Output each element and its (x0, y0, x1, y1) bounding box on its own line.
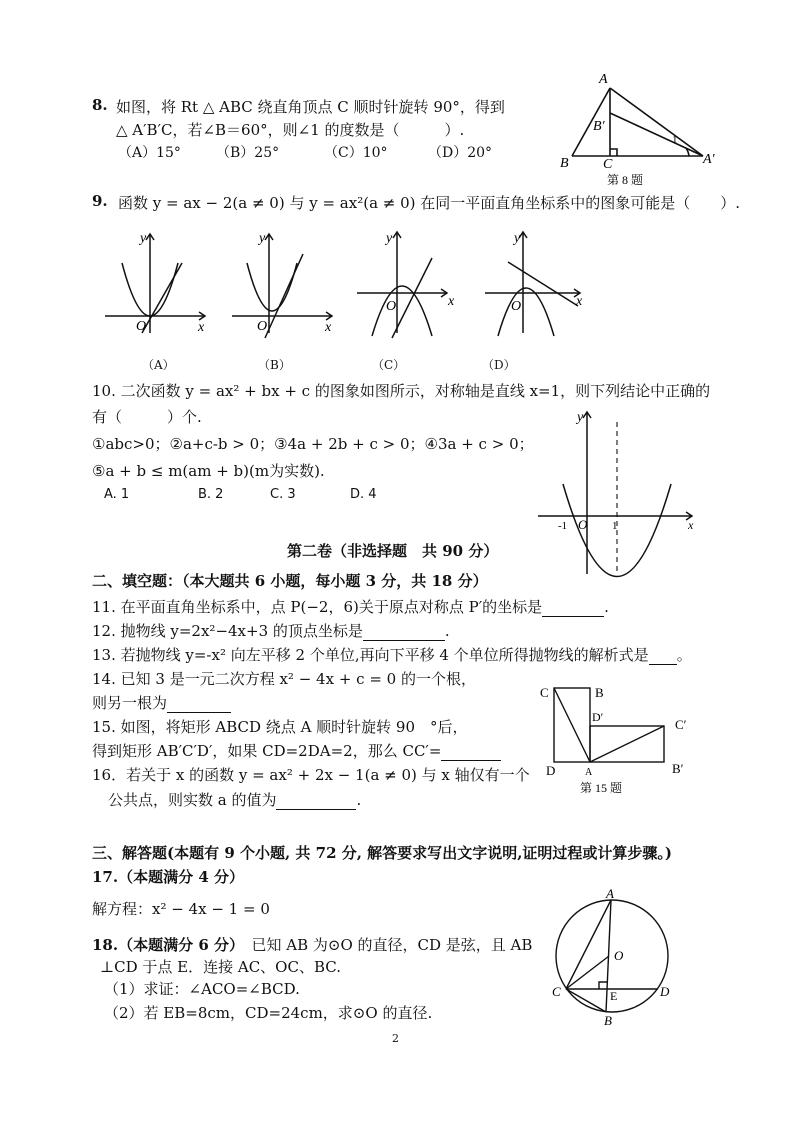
q15-line1: 15. 如图，将矩形 ABCD 绕点 A 顺时针旋转 90 °后， (92, 718, 468, 736)
q8-number: 8. (92, 96, 108, 114)
q8-text-line2: △ A′B′C，若∠B＝60°，则∠1 的度数是（ ）. (116, 121, 465, 139)
q12-row: 12. 抛物线 y=2x²−4x+3 的顶点坐标是 . (92, 622, 450, 640)
q16-line2: 公共点，则实数 a 的值为 (108, 791, 277, 809)
q10-neg1-label: -1 (558, 520, 568, 532)
q15-label-b: B (595, 685, 604, 700)
q9d-x-label: x (576, 294, 583, 309)
q18-row1 (92, 934, 532, 955)
q8-option-c: （C）10° (324, 145, 388, 161)
section2-heading: 二、填空题：（本大题共 6 小题，每小题 3 分，共 18 分） (92, 572, 488, 590)
q8-label-angle1: 1 (672, 134, 678, 146)
q15-row2 (92, 740, 501, 761)
q11-row: 11. 在平面直角坐标系中，点 P(−2，6)关于原点对称点 P′的坐标是 . (92, 598, 609, 616)
part2-title: 第二卷（非选择题 共 90 分） (287, 542, 499, 560)
q8-label-aprime: A′ (703, 152, 715, 167)
q18-line1: 已知 AB 为⊙O 的直径，CD 是弦，且 AB (251, 936, 533, 954)
q15-label-dprime: D′ (592, 710, 604, 724)
q9c-origin: O (386, 299, 397, 314)
q9-graph-a (100, 228, 215, 338)
q12-text: 12. 抛物线 y=2x²−4x+3 的顶点坐标是 (92, 622, 363, 640)
q18-circle-figure (548, 888, 698, 1028)
q18-sub2: （2）若 EB=8cm，CD=24cm，求⊙O 的直径. (104, 1004, 433, 1022)
q11-answer-blank[interactable] (542, 601, 604, 617)
q15-label-cprime: C′ (675, 717, 687, 732)
q8-triangle-figure (555, 70, 725, 190)
q15-answer-blank[interactable] (441, 745, 501, 761)
q9-graph-c (352, 228, 467, 338)
q10-option-d: D. 4 (350, 487, 377, 502)
q8-option-b: （B）25° (216, 145, 280, 161)
q9-label-a: （A） (142, 358, 175, 372)
q10-option-c: C. 3 (270, 487, 296, 502)
q10-origin: O (578, 517, 588, 532)
q9c-x-label: x (448, 294, 455, 309)
q15-label-a: A (585, 767, 593, 778)
q8-caption: 第 8 题 (607, 173, 644, 187)
q9d-y-label: y (514, 231, 521, 246)
page-number: 2 (392, 1032, 399, 1045)
q9b-origin: O (257, 319, 268, 334)
q8-option-a: （A）15° (118, 145, 181, 161)
q17-title: 17.（本题满分 4 分） (92, 868, 244, 886)
q18-label-d: D (660, 984, 670, 999)
q15-label-bprime: B′ (672, 761, 684, 776)
q13-row: 13. 若抛物线 y=-x² 向左平移 2 个单位,再向下平移 4 个单位所得抛物线的解析式是 。 (92, 646, 692, 664)
q14-line1: 14. 已知 3 是一元二次方程 x² − 4x + c = 0 的一个根， (92, 670, 476, 688)
q9a-origin: O (136, 319, 147, 334)
q8-label-a: A (599, 72, 608, 87)
q10-text-line1: 10. 二次函数 y = ax² + bx + c 的图象如图所示，对称轴是直线 x=1，则下列结论中正确的 (92, 382, 711, 400)
q16-row2: 公共点，则实数 a 的值为 . (108, 791, 362, 809)
q13-text: 13. 若抛物线 y=-x² 向左平移 2 个单位,再向下平移 4 个单位所得抛物线的解析式是 (92, 646, 649, 664)
q14-row2 (92, 692, 231, 713)
q15-rectangle-figure (532, 680, 702, 798)
q9-text: 函数 y = ax − 2(a ≠ 0) 与 y = ax²(a ≠ 0) 在同一平面直角坐标系中的图象可能是（ ）. (118, 194, 741, 212)
q18-label-c: C (552, 984, 561, 999)
q10-y-label: y (577, 410, 584, 425)
q18-label-a: A (606, 886, 614, 901)
q11-text: 11. 在平面直角坐标系中，点 P(−2，6)关于原点对称点 P′的坐标是 (92, 598, 543, 616)
q18-sub1: （1）求证：∠ACO=∠BCD. (104, 980, 300, 998)
q9-label-b: （B） (258, 358, 291, 372)
q9-label-d: （D） (482, 358, 516, 372)
q13-answer-blank[interactable] (649, 649, 677, 665)
q12-answer-blank[interactable] (363, 625, 445, 641)
q10-text-line2: 有（ ）个. (92, 408, 202, 426)
q18-label-e: E (610, 989, 618, 1003)
q18-title: 18.（本题满分 6 分） (92, 936, 244, 954)
q9-label-c: （C） (372, 358, 406, 372)
q15-caption: 第 15 题 (580, 781, 623, 795)
q14-answer-blank[interactable] (167, 697, 231, 713)
q9-graph-b (227, 228, 342, 338)
q10-x-label: x (688, 518, 694, 532)
q10-option-b: B. 2 (198, 487, 224, 502)
q10-one-label: 1 (612, 520, 618, 532)
q8-text-line1: 如图，将 Rt △ ABC 绕直角顶点 C 顺时针旋转 90°，得到 (116, 98, 505, 116)
q15-label-d: D (546, 763, 556, 778)
q15-label-c: C (540, 685, 549, 700)
q9a-y-label: y (140, 231, 147, 246)
q10-condition-5: ⑤a + b ≤ m(am + b)(m为实数). (92, 462, 325, 480)
q18-label-b: B (604, 1013, 612, 1028)
q15-line2: 得到矩形 AB′C′D′，如果 CD=2DA=2，那么 CC′= (92, 742, 442, 760)
q9b-y-label: y (259, 231, 266, 246)
q10-parabola-graph (530, 404, 700, 584)
q9c-y-label: y (386, 231, 393, 246)
q9b-x-label: x (325, 320, 332, 335)
q8-label-c: C (603, 157, 613, 172)
q9d-origin: O (511, 299, 522, 314)
q9a-x-label: x (198, 320, 205, 335)
q8-option-d: （D）20° (428, 145, 493, 161)
q10-conditions-1-4: ①abc>0；②a+c-b > 0；③4a + 2b + c > 0；④3a + c > 0； (92, 435, 534, 453)
q8-label-b: B (560, 156, 569, 171)
q9-graph-d (480, 228, 595, 338)
q9-number: 9. (92, 192, 108, 210)
q10-option-a: A. 1 (104, 487, 130, 502)
q17-equation: 解方程：x² − 4x − 1 = 0 (92, 900, 270, 918)
q16-answer-blank[interactable] (276, 794, 356, 810)
q18-line2: ⊥CD 于点 E．连接 AC、OC、BC. (100, 958, 341, 976)
q16-line1: 16．若关于 x 的函数 y = ax² + 2x − 1(a ≠ 0) 与 x 轴仅有一个 (92, 766, 530, 784)
section3-heading: 三、解答题(本题有 9 个小题, 共 72 分, 解答要求写出文字说明,证明过程或计算步骤。) (92, 844, 673, 862)
q14-line2: 则另一根为 (92, 694, 168, 712)
q8-label-bprime: B′ (593, 119, 605, 134)
q18-label-o: O (614, 948, 624, 963)
